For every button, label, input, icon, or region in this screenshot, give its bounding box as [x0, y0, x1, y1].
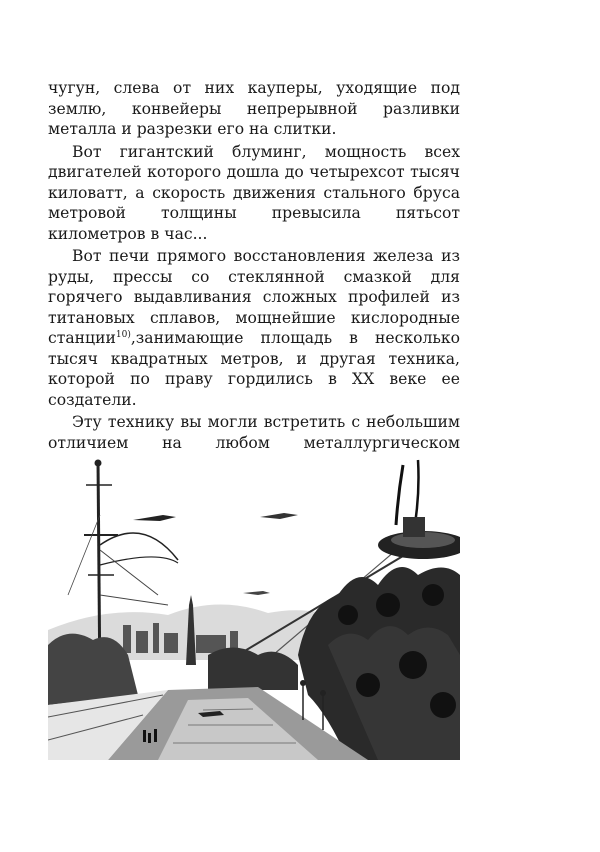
footnote-marker[interactable]: 10)	[115, 329, 131, 340]
paragraph-furnaces-text-after: ,занимающие площадь в несколько тысяч квадратных метров, и другая техника, которой по праву гордились в XX веке ее создатели.	[48, 329, 460, 409]
paragraph-furnaces-text: Вот печи прямого восстановления железа из руды, прессы со стеклянной смазкой для горячего выдавливания сложных профилей из титановых сплавов, мощнейшие кислородные станции	[48, 247, 460, 347]
illustration-drawing	[48, 455, 460, 760]
paragraph-blooming: Вот гигантский блуминг, мощность всех двигателей которого дошла до четырехсот тысяч киловатт, а скорость движения стального бруса метровой толщины превысила пятьсот километров в час...	[48, 142, 460, 243]
paragraph-continuation: чугун, слева от них кауперы, уходящие под землю, конвейеры непрерывной разливки металла и разрезки его на слитки.	[48, 79, 460, 138]
paragraph-furnaces	[48, 246, 460, 410]
futuristic-city-illustration	[48, 455, 460, 760]
paragraph-technique: Эту технику вы могли встретить с небольшим отличием на любом металлургическом	[48, 413, 460, 452]
